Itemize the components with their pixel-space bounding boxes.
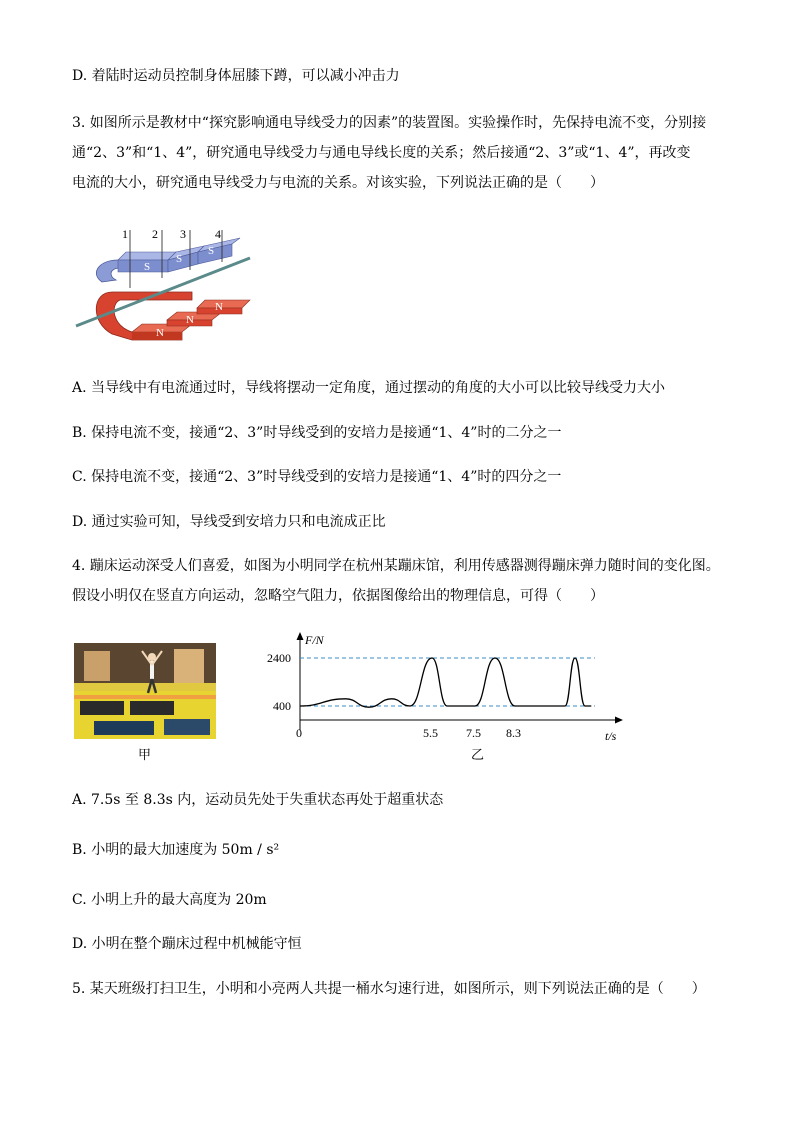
terminal-label-3: 3 [180,227,186,241]
red-magnet-base [96,292,250,340]
y-axis-label: F/N [305,633,324,647]
q3-stem-line2: 通“2、3”和“1、4”，研究通电导线受力与通电导线长度的关系；然后接通“2、3”或“1、4”，再改变 [72,145,691,161]
q4-option-c: C. 小明上升的最大高度为 20m [72,892,267,908]
x-tick-7.5: 7.5 [466,726,481,740]
force-series-line [300,658,591,707]
q3-stem-line1: 3. 如图所示是教材中“探究影响通电导线受力的因素”的装置图。实验操作时，先保持电流不变，分别接 [72,115,707,131]
q2-option-d: D. 着陆时运动员控制身体屈膝下蹲，可以减小冲击力 [72,68,400,84]
y-axis-arrow [297,632,304,640]
q3-option-b: B. 保持电流不变，接通“2、3”时导线受到的安培力是接通“1、4”时的二分之一 [72,425,562,441]
photo-caption: 甲 [138,748,152,763]
q4-stem-line1: 4. 蹦床运动深受人们喜爱，如图为小明同学在杭州某蹦床馆，利用传感器测得蹦床弹力随时间的变化图。 [72,558,720,574]
q5-stem-line1: 5. 某天班级打扫卫生，小明和小亮两人共提一桶水匀速行进，如图所示，则下列说法正确的是（ ） [72,981,706,997]
q3-option-d: D. 通过实验可知，导线受到安培力只和电流成正比 [72,514,386,530]
terminal-label-1: 1 [122,227,128,241]
pole-label-s3: S [208,245,215,257]
blue-magnet-top [96,238,240,282]
terminal-label-4: 4 [215,227,221,241]
y-tick-2400: 2400 [267,651,291,665]
q4-stem-line2: 假设小明仅在竖直方向运动，忽略空气阻力，依据图像给出的物理信息，可得（ ） [72,588,604,604]
pole-label-s1: S [144,261,151,273]
q3-stem-line3: 电流的大小，研究通电导线受力与电流的关系。对该实验，下列说法正确的是（ ） [72,175,604,191]
chart-caption: 乙 [471,748,485,763]
x-tick-8.3: 8.3 [506,726,521,740]
q4-option-b: B. 小明的最大加速度为 50m / s² [72,842,280,858]
q4-option-d: D. 小明在整个蹦床过程中机械能守恒 [72,936,302,952]
force-time-chart [265,632,625,762]
x-axis-arrow [615,717,623,724]
x-tick-0: 0 [296,726,302,740]
q3-option-a: A. 当导线中有电流通过时，导线将摆动一定角度，通过摆动的角度的大小可以比较导线受力大小 [72,380,666,396]
q4-option-a: A. 7.5s 至 8.3s 内，运动员先处于失重状态再处于超重状态 [72,792,444,808]
q3-option-c: C. 保持电流不变，接通“2、3”时导线受到的安培力是接通“1、4”时的四分之一 [72,469,562,485]
x-axis-label: t/s [605,729,617,743]
y-tick-400: 400 [273,699,291,713]
x-tick-5.5: 5.5 [423,726,438,740]
pole-label-s2: S [176,253,183,265]
trampoline-photo [74,643,216,739]
pole-label-n1: N [156,327,164,339]
magnet-figure [72,222,262,352]
terminal-label-2: 2 [152,227,158,241]
pole-label-n2: N [186,314,194,326]
pole-label-n3: N [215,301,223,313]
